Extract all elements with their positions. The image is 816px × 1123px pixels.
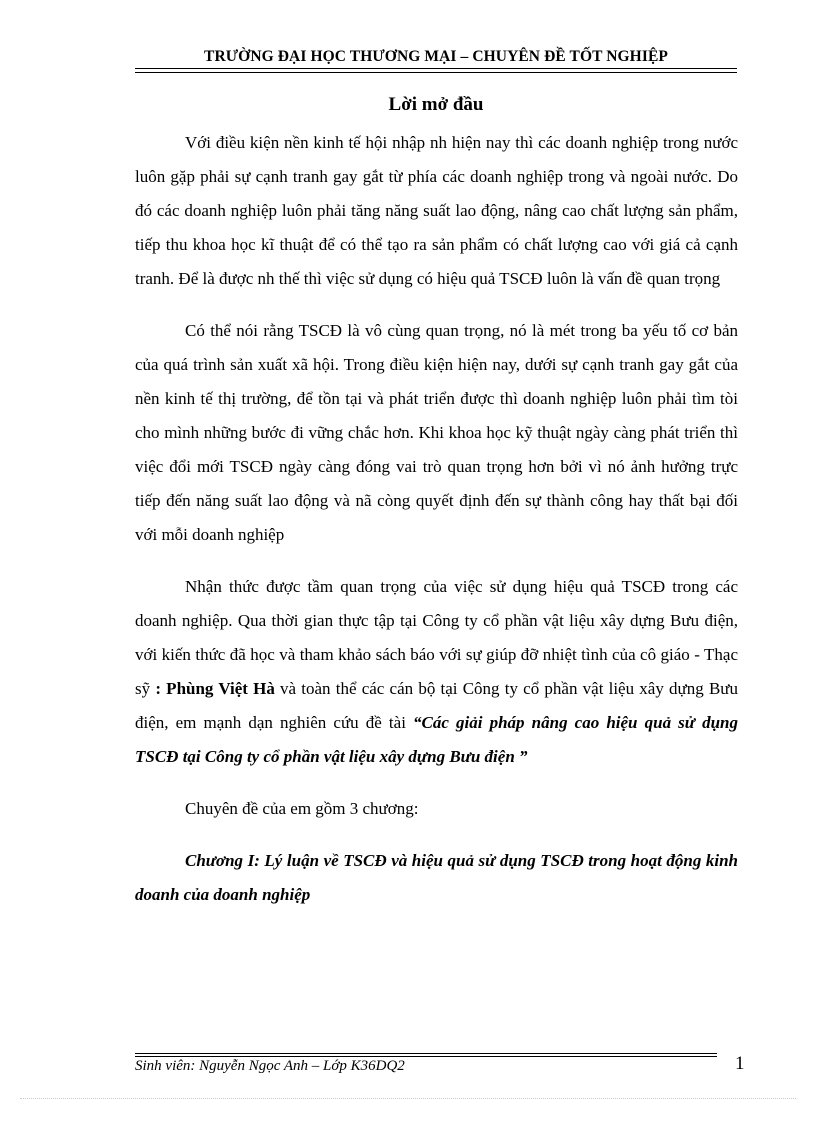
paragraph-chapters: Chuyên đề của em gồm 3 chương: [185, 799, 419, 818]
header-rule-bottom [135, 72, 737, 73]
header-rule-top [135, 68, 737, 69]
supervisor-name: : Phùng Việt Hà [155, 679, 275, 698]
page-title: Lời mở đầu [388, 94, 484, 115]
paragraph-topic [135, 570, 738, 774]
paragraph-topic-text: Nhận thức được tầm quan trọng của việc sử dụng hiệu quả TSCĐ trong các doanh nghiệp. Qua thời gian thực tập tại Công ty cổ phần vật liệu xây dựng Bưu điện, với kiến thức đã học và tham khảo sách báo với sự giúp đỡ nhiệt tình của cô giáo - Thạc sỹ [135, 577, 738, 698]
document-body [135, 126, 738, 912]
thesis-topic: “Các giải pháp nâng cao hiệu quả sử dụng TSCĐ tại Công ty cổ phần vật liệu xây dựng Bưu điện ” [135, 713, 738, 766]
page-bottom-border [20, 1098, 796, 1099]
footer-student: Sinh viên: Nguyễn Ngọc Anh – Lớp K36DQ2 [135, 1058, 405, 1074]
footer-rule-bottom [135, 1056, 717, 1057]
page-header: TRƯỜNG ĐẠI HỌC THƯƠNG MẠI – CHUYÊN ĐỀ TỐT NGHIỆP [204, 48, 668, 65]
chapter-one: Chương I: Lý luận về TSCĐ và hiệu quả sử dụng TSCĐ trong hoạt động kinh doanh của doanh nghiệp [135, 851, 738, 904]
page-number: 1 [735, 1053, 745, 1074]
paragraph-intro: Với điều kiện nền kinh tế hội nhập nh hiện nay thì các doanh nghiệp trong nước luôn gặp phải sự cạnh tranh gay gắt từ phía các doanh nghiệp trong và ngoài nước. Do đó các doanh nghiệp luôn phải tăng năng suất lao động, nâng cao chất lượng sản phẩm, tiếp thu khoa học kĩ thuật để có thể tạo ra sản phẩm có chất lượng cao với giá cả cạnh tranh. Để là được nh thế thì việc sử dụng có hiệu quả TSCĐ luôn là vấn đề quan trọng [135, 133, 738, 288]
paragraph-importance: Có thể nói rằng TSCĐ là vô cùng quan trọng, nó là mét trong ba yếu tố cơ bản của quá trình sản xuất xã hội. Trong điều kiện hiện nay, dưới sự cạnh tranh gay gắt của nền kinh tế thị trường, để tồn tại và phát triển được thì doanh nghiệp luôn phải tìm tòi cho mình những bước đi vững chắc hơn. Khi khoa học kỹ thuật ngày càng phát triển thì việc đổi mới TSCĐ ngày càng đóng vai trò quan trọng hơn bởi vì nó ảnh hưởng trực tiếp đến năng suất lao động và nã còng quyết định đến sự thành công hay thất bại đối với mỗi doanh nghiệp [135, 321, 738, 544]
footer-rule-top [135, 1053, 717, 1054]
paragraph-topic-text-cont: và toàn thể các cán bộ tại Công ty cổ phần vật liệu xây dựng Bưu điện, em mạnh dạn nghiên cứu đề tài [135, 679, 739, 732]
